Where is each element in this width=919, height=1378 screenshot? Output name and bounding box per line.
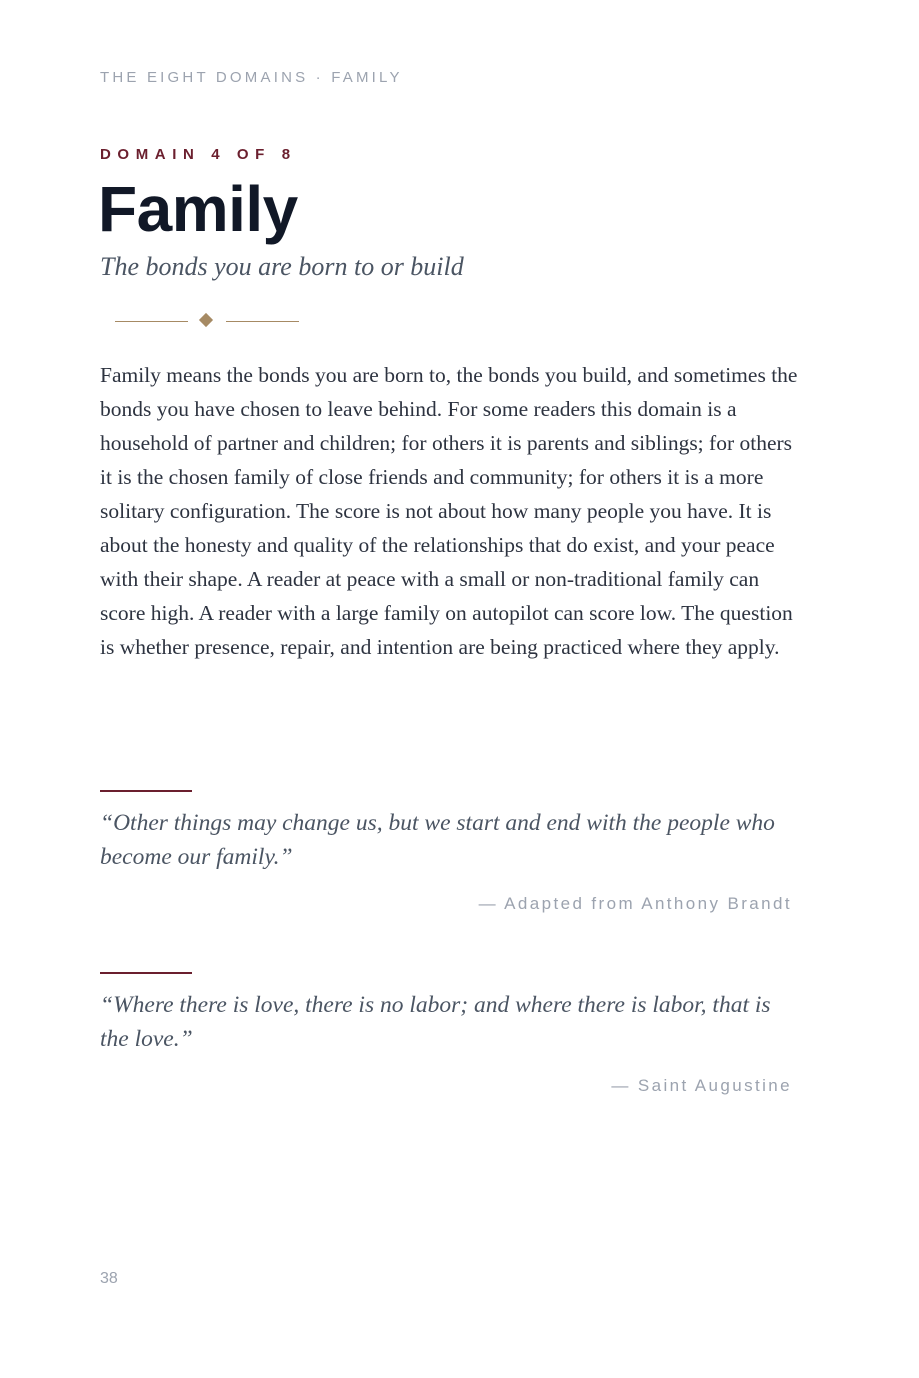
page-subtitle: The bonds you are born to or build — [100, 252, 464, 281]
divider-line-left — [115, 321, 188, 322]
quote-block — [100, 972, 792, 1096]
page-number: 38 — [100, 1270, 118, 1287]
quote-attribution: — Saint Augustine — [611, 1076, 792, 1095]
running-header: THE EIGHT DOMAINS · FAMILY — [100, 69, 403, 86]
diamond-divider — [115, 312, 300, 330]
divider-line-right — [226, 321, 299, 322]
quote-block — [100, 790, 792, 914]
quote-text: “Where there is love, there is no labor; and where there is labor, that is the love.” — [100, 992, 771, 1052]
body-paragraph: Family means the bonds you are born to, the bonds you build, and sometimes the bonds you have chosen to leave behind. For some readers this domain is a household of partner and children; for others it is parents and siblings; for others it is the chosen family of close friends and community; for others it is a more solitary configuration. The score is not about how many people you have. It is about the honesty and quality of the relationships that do exist, and your peace with their shape. A reader at peace with a small or non-traditional family can score high. A reader with a large family on autopilot can score low. The question is whether presence, repair, and intention are being practiced where they apply. — [100, 363, 798, 659]
quote-text: “Other things may change us, but we start and end with the people who become our family.” — [100, 810, 775, 870]
diamond-icon — [199, 313, 213, 327]
domain-counter: DOMAIN 4 OF 8 — [100, 146, 297, 163]
quote-attribution: — Adapted from Anthony Brandt — [478, 894, 792, 913]
quote-rule — [100, 972, 192, 974]
quote-rule — [100, 790, 192, 792]
page-title: Family — [98, 173, 298, 245]
